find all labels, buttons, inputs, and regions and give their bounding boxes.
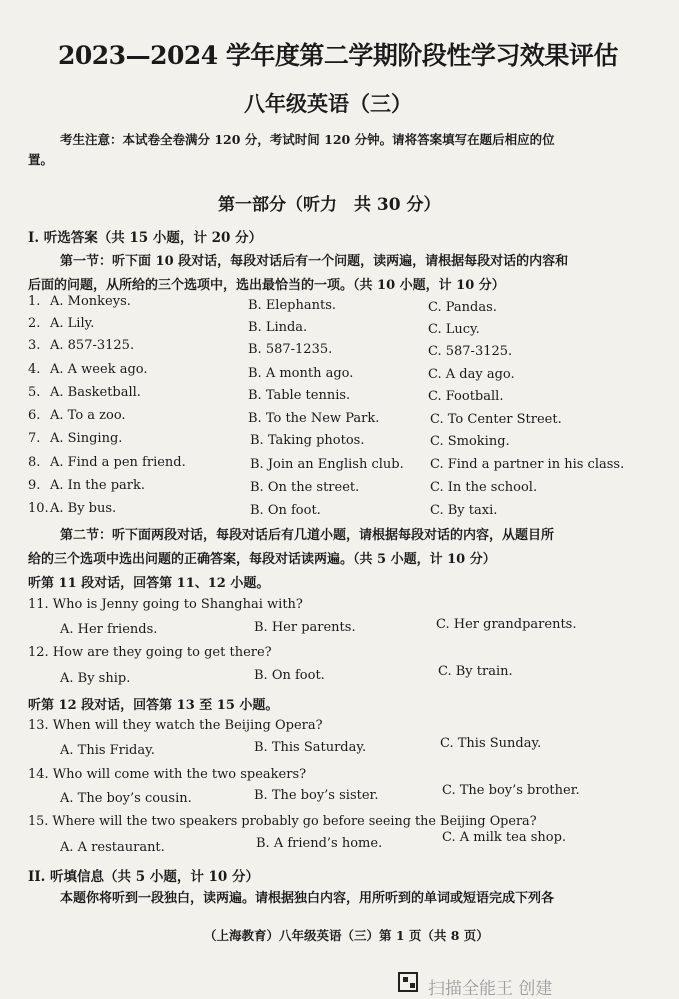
q3-number: 3. bbox=[28, 338, 41, 353]
q10-option-b: B. On foot. bbox=[250, 503, 321, 518]
q5-number: 5. bbox=[28, 385, 41, 400]
q4-number: 4. bbox=[28, 362, 41, 377]
q1-option-c: C. Pandas. bbox=[428, 300, 497, 315]
q9-number: 9. bbox=[28, 478, 41, 493]
q8-option-c: C. Find a partner in his class. bbox=[430, 457, 625, 472]
qr-code-icon bbox=[398, 972, 418, 992]
q13-option-a: A. This Friday. bbox=[60, 743, 155, 758]
section-1-intro-line-2: 后面的问题，从所给的三个选项中，选出最恰当的一项。（共 10 小题，计 10 分） bbox=[28, 278, 505, 293]
q2-number: 2. bbox=[28, 316, 41, 331]
q7-option-c: C. Smoking. bbox=[430, 434, 510, 449]
q6-option-c: C. To Center Street. bbox=[430, 412, 562, 427]
q13-stem: 13. When will they watch the Beijing Opera? bbox=[28, 718, 323, 733]
q3-option-a: A. 857-3125. bbox=[50, 338, 135, 353]
q2-option-b: B. Linda. bbox=[248, 320, 308, 335]
q12-option-c: C. By train. bbox=[438, 664, 513, 679]
q8-option-a: A. Find a pen friend. bbox=[50, 455, 186, 470]
q12-stem: 12. How are they going to get there? bbox=[28, 645, 272, 660]
q6-number: 6. bbox=[28, 408, 41, 423]
section-1-intro-line-1: 第一节：听下面 10 段对话，每段对话后有一个问题，读两遍，请根据每段对话的内容和 bbox=[60, 254, 569, 269]
section-2-intro: 本题你将听到一段独白，读两遍。请根据独白内容，用所听到的单词或短语完成下列各 bbox=[60, 891, 555, 906]
section-2-title: II. 听填信息（共 5 小题，计 10 分） bbox=[28, 869, 260, 885]
q6-option-b: B. To the New Park. bbox=[248, 411, 380, 426]
q14-option-a: A. The boy’s cousin. bbox=[60, 791, 192, 806]
q15-option-b: B. A friend’s home. bbox=[256, 836, 383, 851]
part-heading: 第一部分（听力 共 30 分） bbox=[218, 195, 441, 215]
q6-option-a: A. To a zoo. bbox=[50, 408, 126, 423]
q11-option-b: B. Her parents. bbox=[254, 620, 356, 635]
q13-option-c: C. This Sunday. bbox=[440, 736, 542, 751]
dialog-11-heading: 听第 11 段对话，回答第 11、12 小题。 bbox=[28, 576, 270, 591]
q2-option-c: C. Lucy. bbox=[428, 322, 480, 337]
q12-option-a: A. By ship. bbox=[60, 671, 131, 686]
q11-stem: 11. Who is Jenny going to Shanghai with? bbox=[28, 597, 303, 612]
q5-option-a: A. Basketball. bbox=[50, 385, 141, 400]
q8-number: 8. bbox=[28, 455, 41, 470]
q14-option-b: B. The boy’s sister. bbox=[254, 788, 379, 803]
q7-option-b: B. Taking photos. bbox=[250, 433, 365, 448]
q7-option-a: A. Singing. bbox=[50, 431, 123, 446]
q10-number: 10. bbox=[28, 501, 49, 516]
watermark-text: 扫描全能王 创建 bbox=[428, 979, 553, 999]
q3-option-c: C. 587-3125. bbox=[428, 344, 513, 359]
q14-stem: 14. Who will come with the two speakers? bbox=[28, 767, 307, 782]
q9-option-c: C. In the school. bbox=[430, 480, 538, 495]
q14-option-c: C. The boy’s brother. bbox=[442, 783, 580, 798]
notice-line-1: 考生注意：本试卷全卷满分 120 分，考试时间 120 分钟。请将答案填写在题后相应的位 bbox=[60, 132, 555, 147]
q3-option-b: B. 587-1235. bbox=[248, 342, 333, 357]
q15-option-a: A. A restaurant. bbox=[60, 840, 165, 855]
q7-number: 7. bbox=[28, 431, 41, 446]
q11-option-c: C. Her grandparents. bbox=[436, 617, 577, 632]
notice-line-2: 置。 bbox=[28, 152, 54, 167]
q13-option-b: B. This Saturday. bbox=[254, 740, 367, 755]
q11-option-a: A. Her friends. bbox=[60, 622, 158, 637]
q12-option-b: B. On foot. bbox=[254, 668, 325, 683]
dialog-12-heading: 听第 12 段对话，回答第 13 至 15 小题。 bbox=[28, 698, 279, 713]
q4-option-a: A. A week ago. bbox=[50, 362, 148, 377]
exam-title: 2023—2024 学年度第二学期阶段性学习效果评估 bbox=[58, 41, 618, 70]
q5-option-c: C. Football. bbox=[428, 389, 504, 404]
q9-option-a: A. In the park. bbox=[50, 478, 146, 493]
q5-option-b: B. Table tennis. bbox=[248, 388, 351, 403]
exam-subtitle: 八年级英语（三） bbox=[244, 91, 412, 116]
q10-option-a: A. By bus. bbox=[50, 501, 117, 516]
q2-option-a: A. Lily. bbox=[50, 316, 95, 331]
q1-option-a: A. Monkeys. bbox=[50, 294, 131, 309]
q1-option-b: B. Elephants. bbox=[248, 298, 337, 313]
q15-option-c: C. A milk tea shop. bbox=[442, 830, 567, 845]
q10-option-c: C. By taxi. bbox=[430, 503, 498, 518]
section-1-part-2-intro-line-1: 第二节：听下面两段对话，每段对话后有几道小题，请根据每段对话的内容，从题目所 bbox=[60, 528, 555, 543]
q8-option-b: B. Join an English club. bbox=[250, 457, 404, 472]
q4-option-b: B. A month ago. bbox=[248, 366, 354, 381]
q15-stem: 15. Where will the two speakers probably go before seeing the Beijing Opera? bbox=[28, 814, 537, 829]
q4-option-c: C. A day ago. bbox=[428, 367, 515, 382]
page-footer: （上海教育）八年级英语（三）第 1 页（共 8 页） bbox=[204, 928, 489, 943]
q9-option-b: B. On the street. bbox=[250, 480, 360, 495]
section-1-title: I. 听选答案（共 15 小题，计 20 分） bbox=[28, 230, 263, 246]
q1-number: 1. bbox=[28, 294, 41, 309]
section-1-part-2-intro-line-2: 给的三个选项中选出问题的正确答案，每段对话读两遍。（共 5 小题，计 10 分） bbox=[28, 552, 496, 567]
